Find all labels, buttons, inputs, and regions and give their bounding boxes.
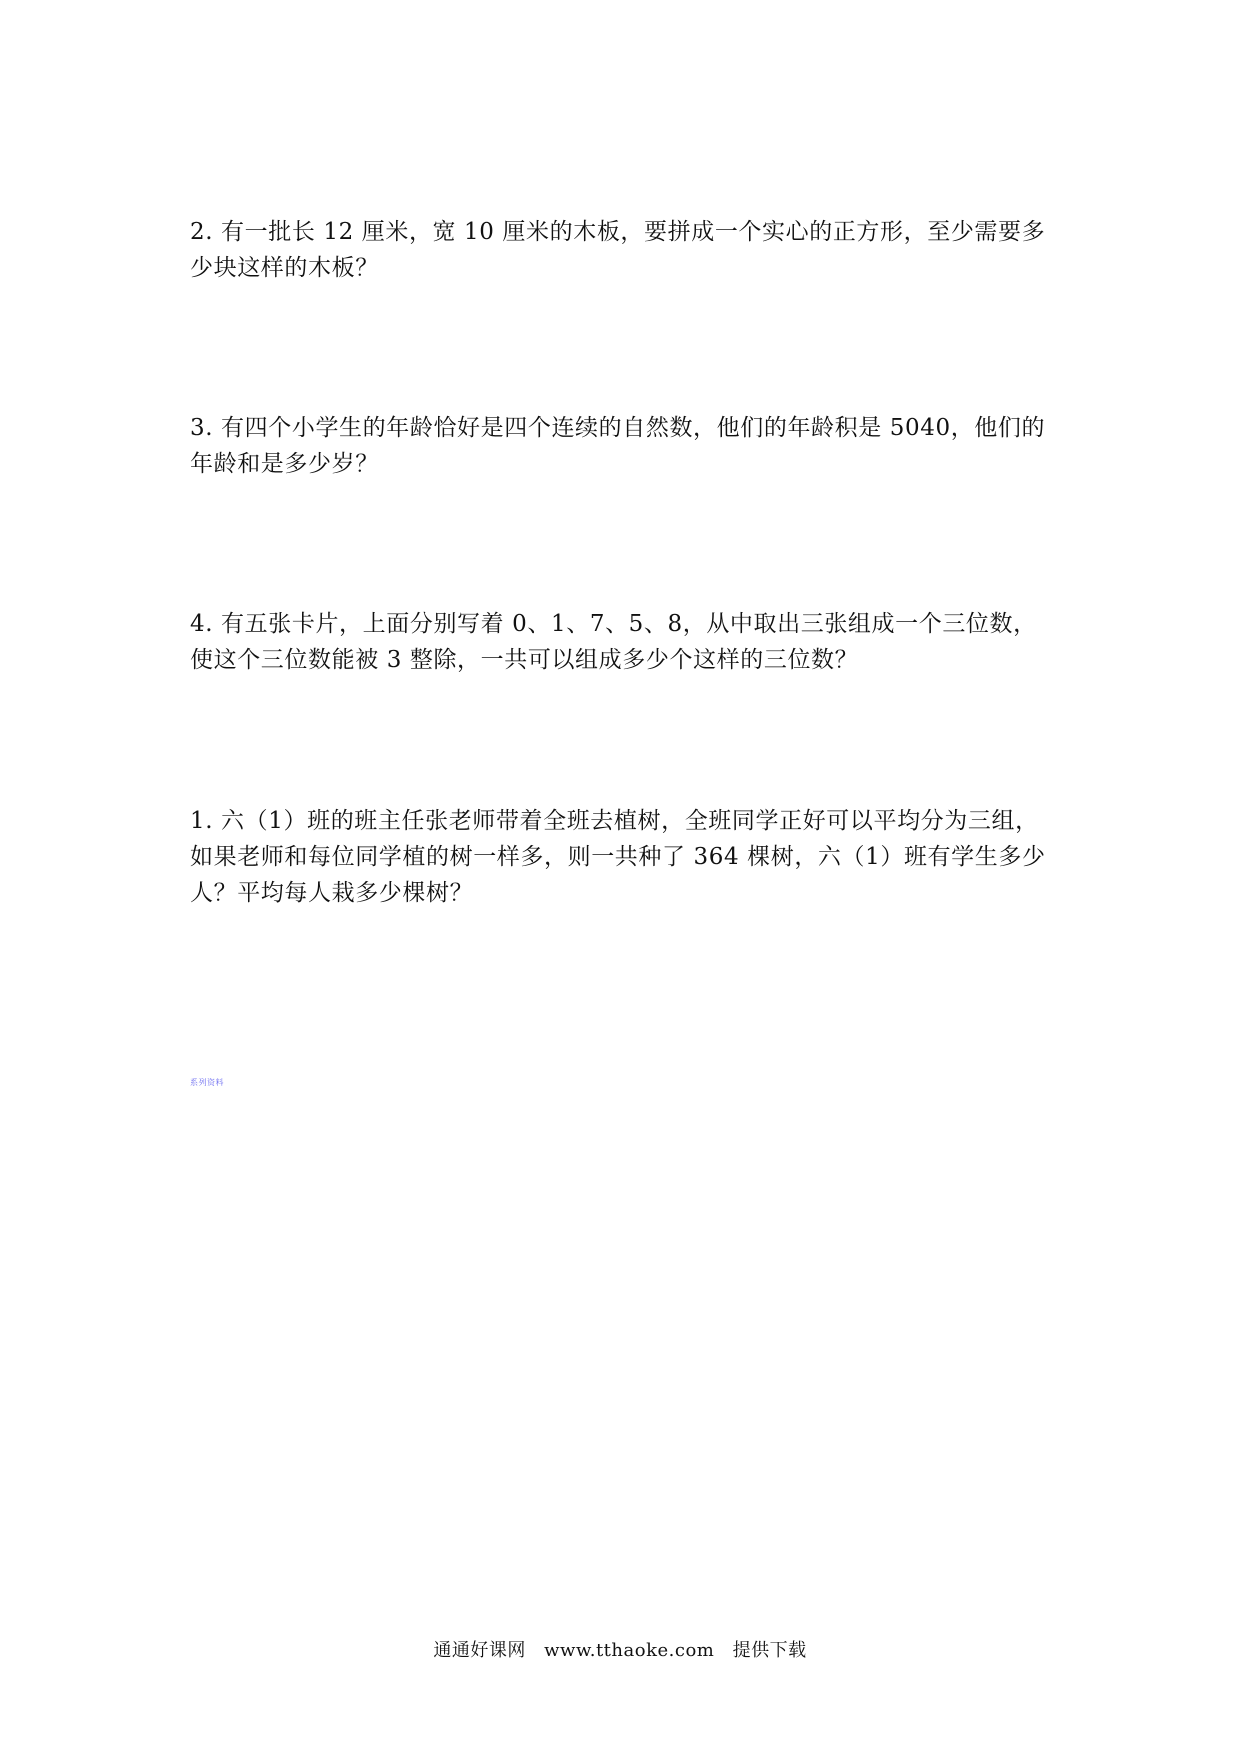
problem-1: 1. 六（1）班的班主任张老师带着全班去植树，全班同学正好可以平均分为三组，如果老师和每位同学植的树一样多，则一共种了 364 棵树，六（1）班有学生多少人？平均每人栽多少棵树？ — [190, 808, 1046, 906]
page-footer — [0, 1636, 1240, 1662]
series-material-note: 系列资料 — [190, 1078, 224, 1087]
problem-2: 2. 有一批长 12 厘米，宽 10 厘米的木板，要拼成一个实心的正方形，至少需要多少块这样的木板？ — [190, 219, 1046, 281]
footer-url: www.tthaoke.com — [544, 1640, 715, 1661]
problem-3: 3. 有四个小学生的年龄恰好是四个连续的自然数，他们的年龄积是 5040，他们的年龄和是多少岁？ — [190, 415, 1046, 477]
problem-4: 4. 有五张卡片，上面分别写着 0、1、7、5、8，从中取出三张组成一个三位数，使这个三位数能被 3 整除，一共可以组成多少个这样的三位数？ — [190, 611, 1037, 673]
footer-action: 提供下载 — [732, 1640, 807, 1661]
footer-site-name: 通通好课网 — [433, 1640, 526, 1661]
